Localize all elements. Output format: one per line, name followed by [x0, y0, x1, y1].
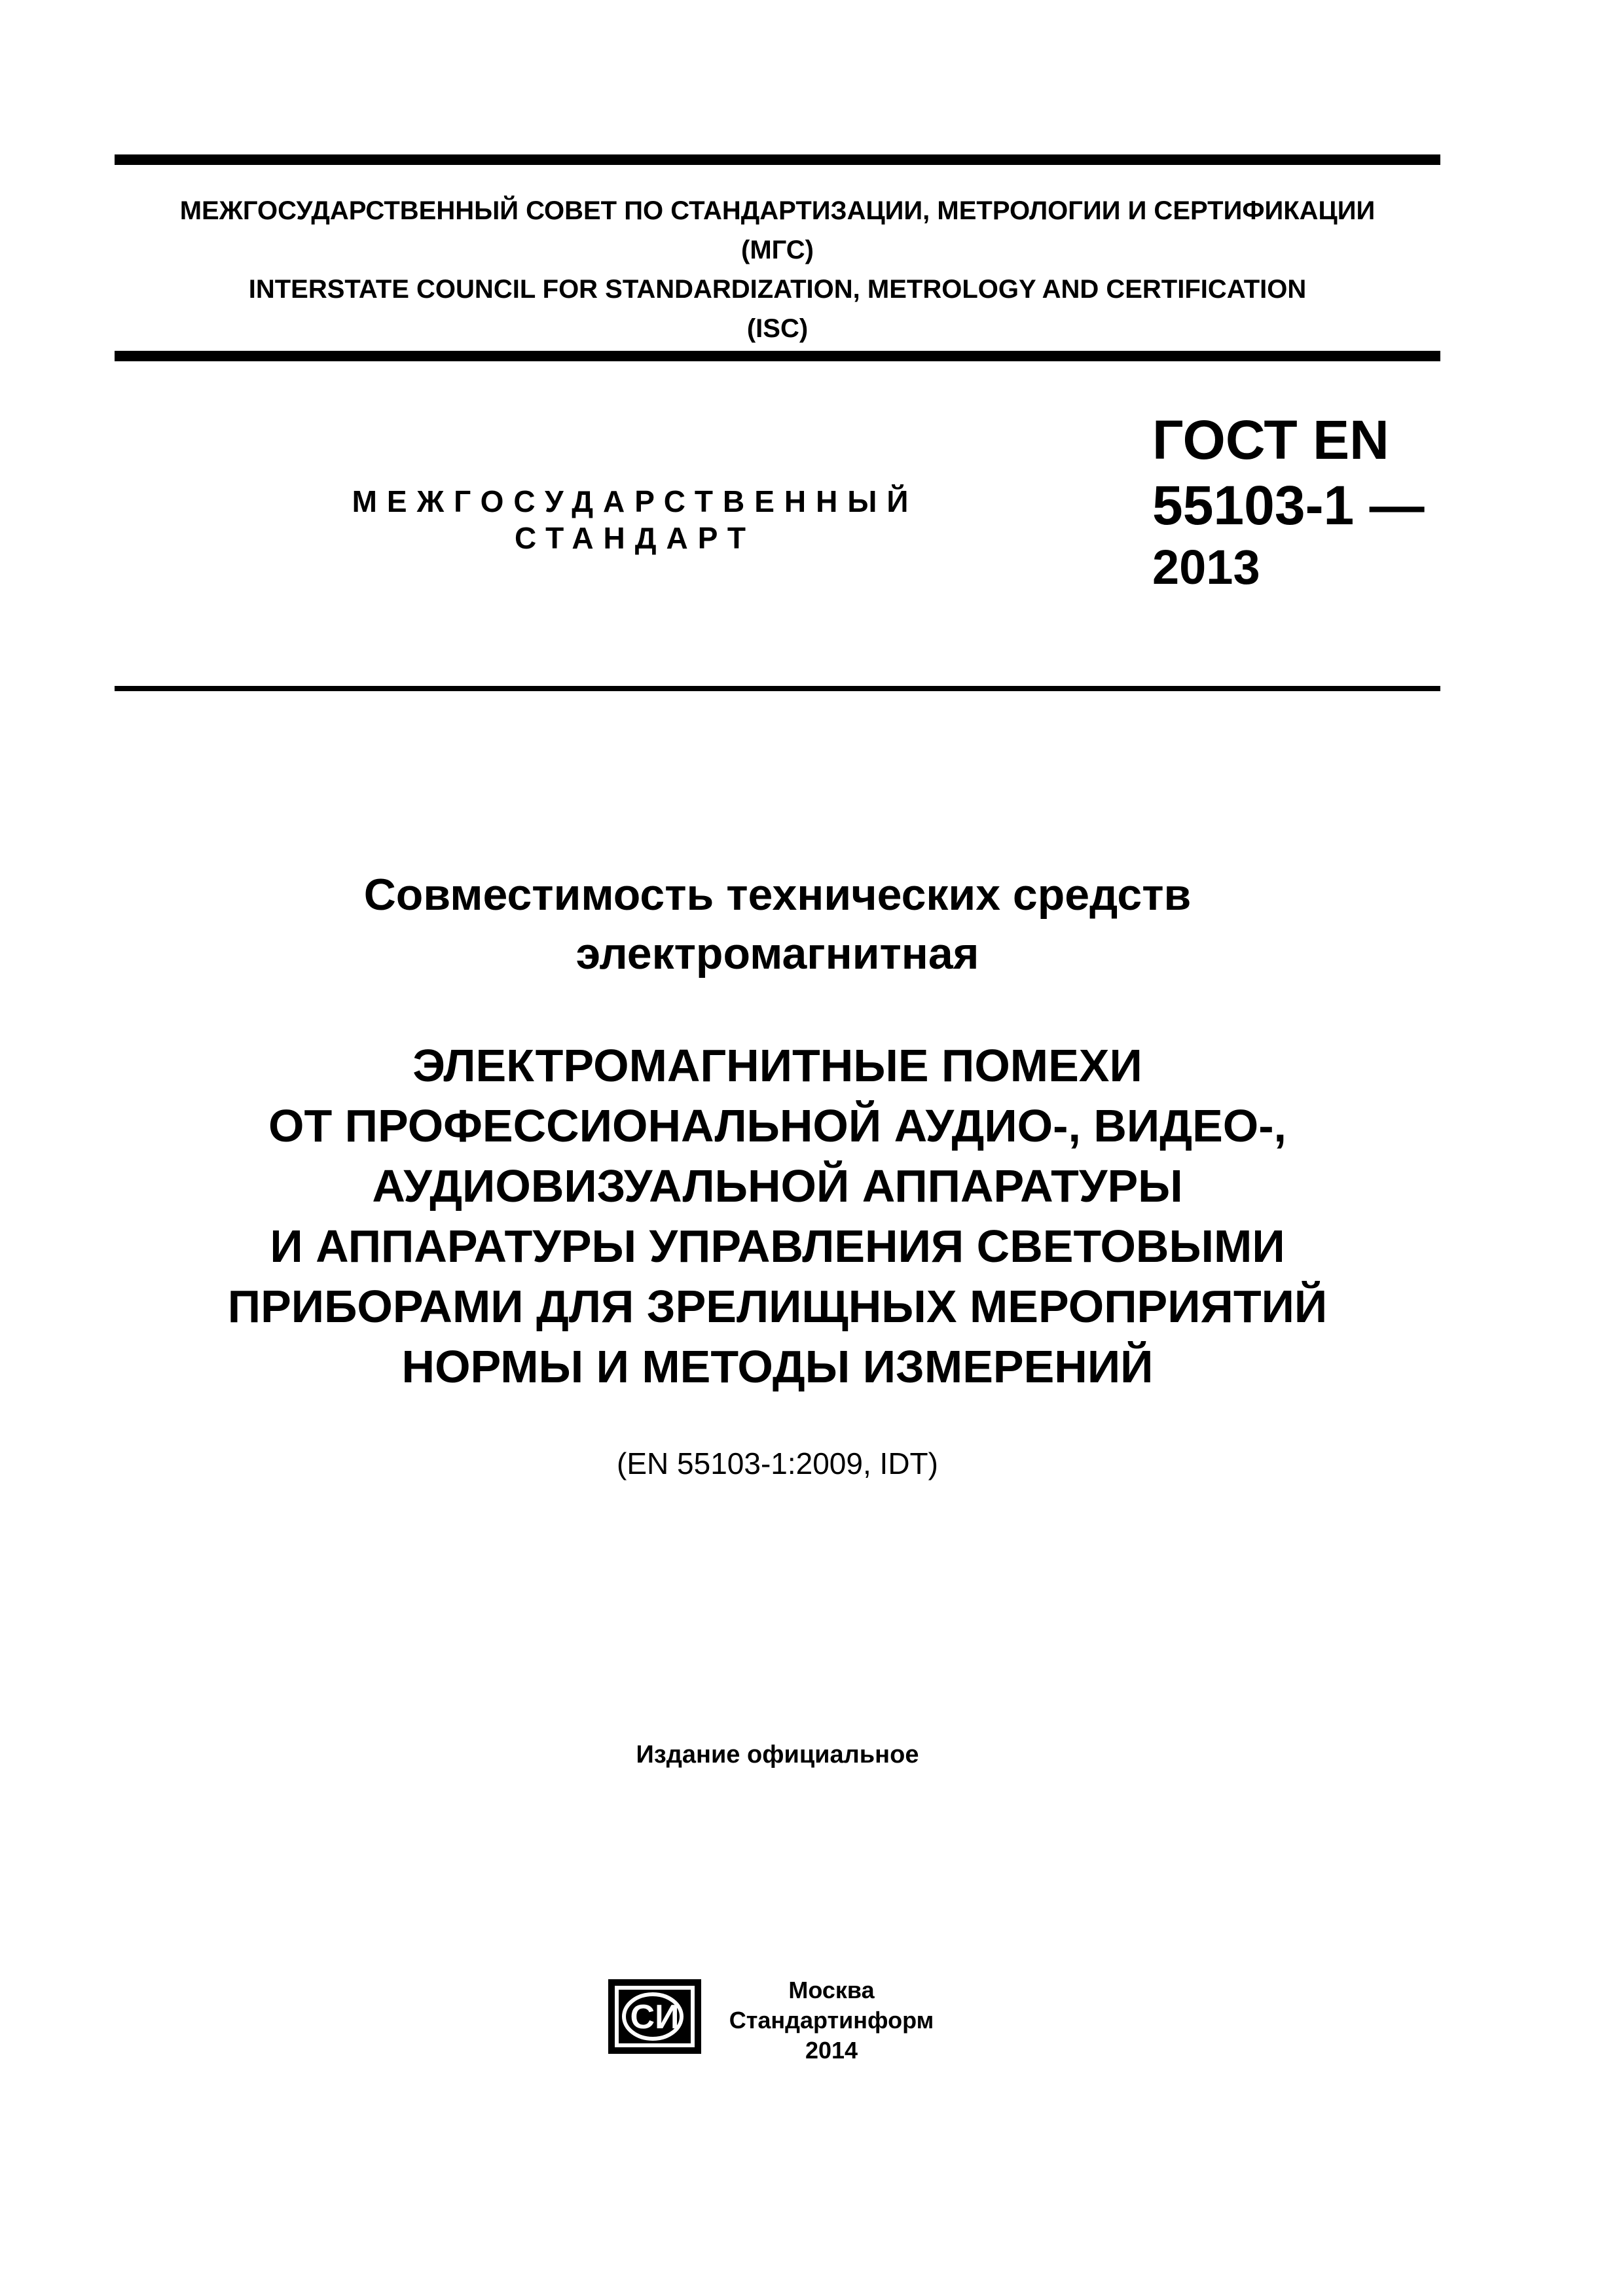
title-main-line: И АППАРАТУРЫ УПРАВЛЕНИЯ СВЕТОВЫМИ [270, 1221, 1285, 1272]
standard-type [288, 483, 982, 556]
publisher-name: Стандартинформ [729, 2007, 934, 2034]
title-main-line: ОТ ПРОФЕССИОНАЛЬНОЙ АУДИО-, ВИДЕО-, [268, 1100, 1286, 1151]
top-rule [115, 154, 1440, 165]
title-general-line2: электромагнитная [575, 929, 979, 978]
title-main [115, 1035, 1440, 1397]
council-header [115, 191, 1440, 348]
council-name-en: INTERSTATE COUNCIL FOR STANDARDIZATION, METROLOGY AND CERTIFICATION [248, 275, 1307, 304]
designation-line2: 55103-1 — [1152, 475, 1425, 536]
council-abbr-ru: (МГС) [741, 236, 814, 264]
official-edition-label: Издание официальное [636, 1741, 919, 1768]
council-name-ru: МЕЖГОСУДАРСТВЕННЫЙ СОВЕТ ПО СТАНДАРТИЗАЦИИ, МЕТРОЛОГИИ И СЕРТИФИКАЦИИ [179, 196, 1376, 225]
publisher-city: Москва [788, 1977, 875, 2003]
designation-year: 2013 [1152, 540, 1260, 594]
standard-designation [1152, 407, 1425, 597]
title-main-line: НОРМЫ И МЕТОДЫ ИЗМЕРЕНИЙ [401, 1341, 1154, 1392]
designation-bottom-rule [115, 686, 1440, 691]
title-general [115, 865, 1440, 983]
publisher-year: 2014 [805, 2037, 858, 2064]
title-main-line: ЭЛЕКТРОМАГНИТНЫЕ ПОМЕХИ [412, 1040, 1142, 1091]
logo-text: СИ [630, 1998, 680, 2036]
designation-line1: ГОСТ EN [1152, 409, 1389, 471]
en-reference: (EN 55103-1:2009, IDT) [617, 1446, 938, 1480]
title-general-line1: Совместимость технических средств [363, 870, 1192, 920]
title-main-line: АУДИОВИЗУАЛЬНОЙ АППАРАТУРЫ [372, 1160, 1183, 1211]
standard-type-line1: МЕЖГОСУДАРСТВЕННЫЙ [352, 484, 919, 518]
standard-type-line2: СТАНДАРТ [515, 521, 756, 555]
title-main-line: ПРИБОРАМИ ДЛЯ ЗРЕЛИЩНЫХ МЕРОПРИЯТИЙ [227, 1281, 1328, 1332]
council-abbr-en: (ISC) [746, 314, 809, 343]
standartinform-logo-icon [606, 1977, 704, 2056]
header-bottom-rule [115, 351, 1440, 361]
publisher-block [707, 1975, 956, 2066]
